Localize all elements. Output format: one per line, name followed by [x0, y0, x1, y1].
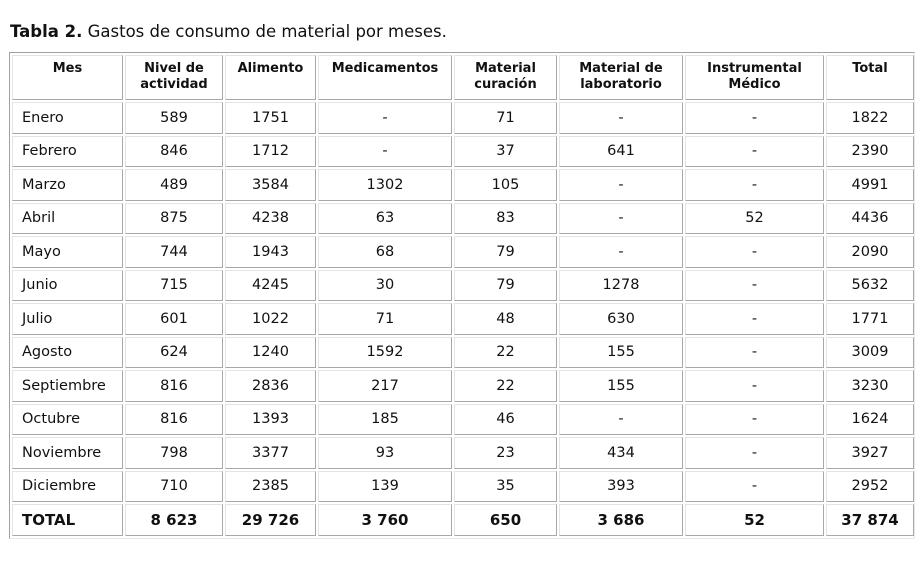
cell-month: Abril	[12, 203, 123, 235]
cell-medicamentos: 30	[318, 270, 452, 302]
cell-material-laboratorio: 3 686	[559, 504, 683, 536]
table-row	[12, 236, 914, 268]
cell-nivel-actividad: 489	[125, 169, 223, 201]
cell-medicamentos: 185	[318, 404, 452, 436]
cell-material-curacion: 48	[454, 303, 557, 335]
cell-nivel-actividad: 816	[125, 404, 223, 436]
cell-material-laboratorio: 155	[559, 337, 683, 369]
table-header-row	[12, 55, 914, 100]
cell-nivel-actividad: 744	[125, 236, 223, 268]
table-row	[12, 471, 914, 503]
cell-material-curacion: 22	[454, 337, 557, 369]
cell-material-laboratorio: 155	[559, 370, 683, 402]
table-row	[12, 169, 914, 201]
cell-material-curacion: 71	[454, 102, 557, 134]
cell-medicamentos: 217	[318, 370, 452, 402]
table-row	[12, 303, 914, 335]
cell-total: 1624	[826, 404, 914, 436]
cell-total: 5632	[826, 270, 914, 302]
cell-medicamentos: 139	[318, 471, 452, 503]
cell-month: Julio	[12, 303, 123, 335]
consumption-table-frame	[9, 52, 915, 539]
cell-nivel-actividad: 846	[125, 136, 223, 168]
cell-medicamentos: 1302	[318, 169, 452, 201]
cell-alimento: 1240	[225, 337, 316, 369]
cell-total: 37 874	[826, 504, 914, 536]
cell-month: Septiembre	[12, 370, 123, 402]
cell-medicamentos: 3 760	[318, 504, 452, 536]
cell-month: Octubre	[12, 404, 123, 436]
cell-medicamentos: 63	[318, 203, 452, 235]
cell-material-laboratorio: -	[559, 169, 683, 201]
cell-month: Diciembre	[12, 471, 123, 503]
header-instrumental-medico: Instrumental Médico	[685, 55, 824, 100]
cell-month: Agosto	[12, 337, 123, 369]
table-row	[12, 270, 914, 302]
cell-nivel-actividad: 589	[125, 102, 223, 134]
cell-total: 4436	[826, 203, 914, 235]
cell-month: Noviembre	[12, 437, 123, 469]
cell-total: 2090	[826, 236, 914, 268]
header-nivel-actividad: Nivel de actividad	[125, 55, 223, 100]
cell-nivel-actividad: 624	[125, 337, 223, 369]
cell-alimento: 3584	[225, 169, 316, 201]
cell-medicamentos: -	[318, 136, 452, 168]
cell-month: Marzo	[12, 169, 123, 201]
header-material-laboratorio: Material de laboratorio	[559, 55, 683, 100]
cell-nivel-actividad: 798	[125, 437, 223, 469]
cell-alimento: 1022	[225, 303, 316, 335]
cell-instrumental-medico: -	[685, 471, 824, 503]
cell-instrumental-medico: 52	[685, 203, 824, 235]
cell-instrumental-medico: -	[685, 337, 824, 369]
cell-material-laboratorio: -	[559, 236, 683, 268]
cell-medicamentos: -	[318, 102, 452, 134]
cell-instrumental-medico: 52	[685, 504, 824, 536]
cell-total: 3230	[826, 370, 914, 402]
table-caption-text: Gastos de consumo de material por meses.	[82, 22, 447, 41]
cell-material-curacion: 22	[454, 370, 557, 402]
cell-instrumental-medico: -	[685, 102, 824, 134]
cell-total: 3009	[826, 337, 914, 369]
cell-material-laboratorio: -	[559, 404, 683, 436]
cell-nivel-actividad: 875	[125, 203, 223, 235]
table-row	[12, 337, 914, 369]
cell-instrumental-medico: -	[685, 437, 824, 469]
cell-month: Junio	[12, 270, 123, 302]
table-total-row	[12, 504, 914, 536]
cell-nivel-actividad: 816	[125, 370, 223, 402]
table-row	[12, 370, 914, 402]
cell-material-laboratorio: 393	[559, 471, 683, 503]
cell-month: Enero	[12, 102, 123, 134]
table-row	[12, 102, 914, 134]
cell-alimento: 3377	[225, 437, 316, 469]
cell-material-curacion: 37	[454, 136, 557, 168]
cell-alimento: 4238	[225, 203, 316, 235]
cell-instrumental-medico: -	[685, 303, 824, 335]
cell-alimento: 1712	[225, 136, 316, 168]
cell-medicamentos: 71	[318, 303, 452, 335]
cell-instrumental-medico: -	[685, 270, 824, 302]
consumption-table	[10, 53, 916, 538]
cell-month: Febrero	[12, 136, 123, 168]
cell-total: 3927	[826, 437, 914, 469]
cell-material-laboratorio: -	[559, 203, 683, 235]
cell-nivel-actividad: 8 623	[125, 504, 223, 536]
cell-medicamentos: 68	[318, 236, 452, 268]
cell-medicamentos: 1592	[318, 337, 452, 369]
cell-alimento: 2385	[225, 471, 316, 503]
cell-month: TOTAL	[12, 504, 123, 536]
table-row	[12, 136, 914, 168]
header-medicamentos: Medicamentos	[318, 55, 452, 100]
cell-material-curacion: 23	[454, 437, 557, 469]
cell-material-laboratorio: -	[559, 102, 683, 134]
cell-material-laboratorio: 434	[559, 437, 683, 469]
cell-material-curacion: 650	[454, 504, 557, 536]
cell-nivel-actividad: 601	[125, 303, 223, 335]
cell-total: 4991	[826, 169, 914, 201]
cell-alimento: 4245	[225, 270, 316, 302]
table-row	[12, 203, 914, 235]
header-material-curacion: Material curación	[454, 55, 557, 100]
cell-nivel-actividad: 715	[125, 270, 223, 302]
table-body	[12, 102, 914, 536]
cell-material-curacion: 79	[454, 270, 557, 302]
cell-alimento: 29 726	[225, 504, 316, 536]
table-row	[12, 437, 914, 469]
cell-alimento: 2836	[225, 370, 316, 402]
cell-alimento: 1751	[225, 102, 316, 134]
cell-total: 1822	[826, 102, 914, 134]
cell-alimento: 1393	[225, 404, 316, 436]
cell-instrumental-medico: -	[685, 404, 824, 436]
cell-instrumental-medico: -	[685, 370, 824, 402]
cell-material-laboratorio: 641	[559, 136, 683, 168]
header-mes: Mes	[12, 55, 123, 100]
cell-material-curacion: 79	[454, 236, 557, 268]
cell-instrumental-medico: -	[685, 169, 824, 201]
table-caption-label: Tabla 2.	[10, 22, 83, 41]
cell-instrumental-medico: -	[685, 236, 824, 268]
cell-material-curacion: 83	[454, 203, 557, 235]
table-row	[12, 404, 914, 436]
cell-material-laboratorio: 630	[559, 303, 683, 335]
table-caption	[10, 22, 447, 42]
header-total: Total	[826, 55, 914, 100]
cell-total: 1771	[826, 303, 914, 335]
cell-medicamentos: 93	[318, 437, 452, 469]
cell-material-curacion: 35	[454, 471, 557, 503]
header-alimento: Alimento	[225, 55, 316, 100]
cell-alimento: 1943	[225, 236, 316, 268]
cell-total: 2390	[826, 136, 914, 168]
cell-material-curacion: 105	[454, 169, 557, 201]
cell-instrumental-medico: -	[685, 136, 824, 168]
cell-month: Mayo	[12, 236, 123, 268]
cell-material-curacion: 46	[454, 404, 557, 436]
cell-nivel-actividad: 710	[125, 471, 223, 503]
cell-material-laboratorio: 1278	[559, 270, 683, 302]
cell-total: 2952	[826, 471, 914, 503]
